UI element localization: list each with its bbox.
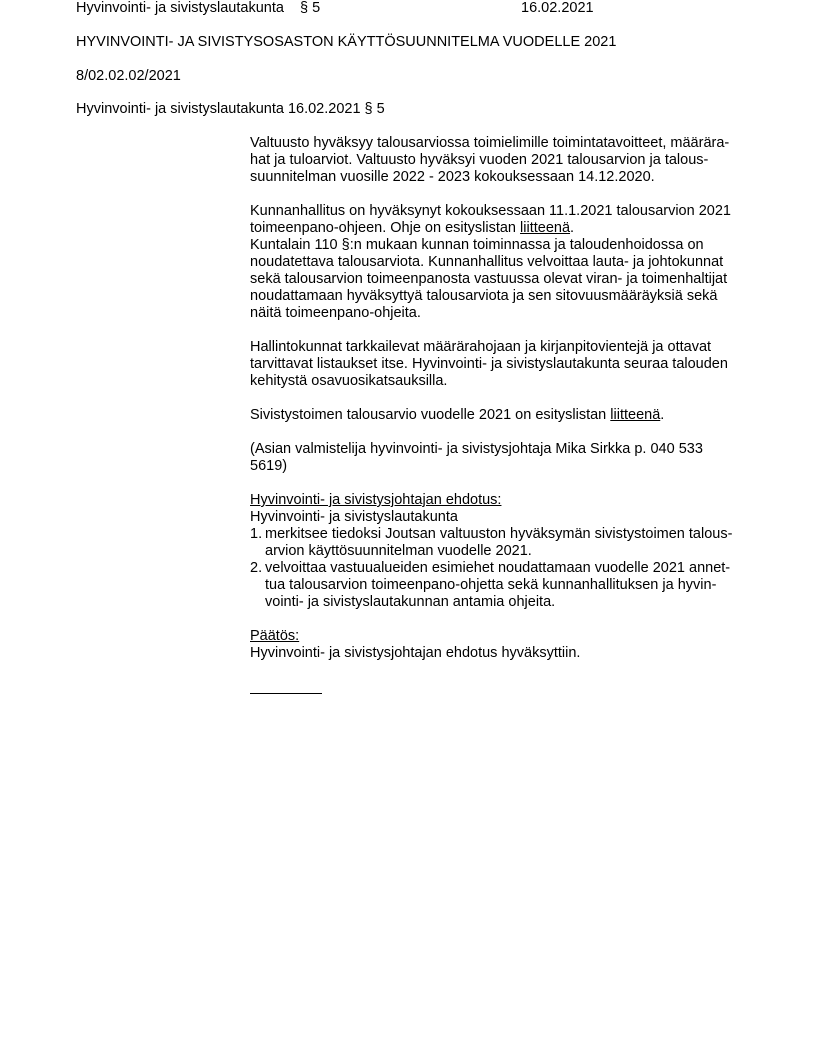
decision-section: [250, 628, 750, 662]
decision-text: Hyvinvointi- ja sivistysjohtajan ehdotus hyväksyttiin.: [250, 645, 581, 661]
paragraph-preparer: [250, 441, 750, 475]
text-line: arvion käyttösuunnitelman vuodelle 2021.: [265, 543, 532, 559]
text-line: tua talousarvion toimeenpano-ohjetta sekä kunnanhallituksen ja hyvin-: [265, 577, 717, 593]
text-line: merkitsee tiedoksi Joutsan valtuuston hyväksymän sivistystoimen talous-: [265, 526, 733, 542]
proposal-heading: Hyvinvointi- ja sivistysjohtajan ehdotus:: [250, 492, 502, 508]
text-segment: Sivistystoimen talousarvio vuodelle 2021 on esityslistan: [250, 407, 611, 423]
text-line: Valtuusto hyväksyy talousarviossa toimielimille toimintatavoitteet, määrära-: [250, 135, 730, 151]
decision-heading: Päätös:: [250, 628, 300, 644]
text-line: hat ja tuloarviot. Valtuusto hyväksyi vuoden 2021 talousarvion ja talous-: [250, 152, 709, 168]
text-line: vointi- ja sivistyslautakunnan antamia ohjeita.: [265, 594, 556, 610]
text-line: Kuntalain 110 §:n mukaan kunnan toiminnassa ja taloudenhoidossa on: [250, 237, 704, 253]
text-line: Kunnanhallitus on hyväksynyt kokouksessaan 11.1.2021 talousarvion 2021: [250, 203, 731, 219]
paragraph-education-budget: [250, 407, 750, 424]
proposal-subject: Hyvinvointi- ja sivistyslautakunta: [250, 509, 458, 525]
text-segment: .: [570, 220, 575, 236]
text-line: velvoittaa vastuualueiden esimiehet noudattamaan vuodelle 2021 annet-: [265, 560, 731, 576]
header-date: 16.02.2021: [521, 0, 594, 16]
signature-line: [250, 679, 322, 694]
header-body: Hyvinvointi- ja sivistyslautakunta § 5: [76, 0, 321, 16]
attachment-link[interactable]: liitteenä: [520, 220, 571, 236]
proposal-section: [250, 492, 750, 611]
list-number: 2.: [250, 560, 263, 576]
signature-line-container: [250, 679, 750, 699]
list-item: [250, 526, 750, 560]
text-line: näitä toimeenpano-ohjeita.: [250, 305, 421, 321]
text-line: [250, 220, 750, 237]
text-line: sekä talousarvion toimeenpanosta vastuussa olevat viran- ja toimenhaltijat: [250, 271, 728, 287]
document-title: HYVINVOINTI- JA SIVISTYSOSASTON KÄYTTÖSUUNNITELMA VUODELLE 2021: [76, 34, 617, 50]
text-line: tarvittavat listaukset itse. Hyvinvointi- ja sivistyslautakunta seuraa talouden: [250, 356, 728, 372]
reference-number: 8/02.02.02/2021: [76, 68, 181, 84]
text-line: (Asian valmistelija hyvinvointi- ja sivistysjohtaja Mika Sirkka p. 040 533: [250, 441, 703, 457]
paragraph-implementation-guide: [250, 203, 750, 322]
meeting-line: Hyvinvointi- ja sivistyslautakunta 16.02.2021 § 5: [76, 101, 385, 117]
text-segment: toimeenpano-ohjeen. Ohje on esityslistan: [250, 220, 521, 236]
document-body: [250, 135, 750, 716]
text-segment: .: [660, 407, 665, 423]
list-number: 1.: [250, 526, 263, 542]
paragraph-monitoring: [250, 339, 750, 390]
text-line: 5619): [250, 458, 288, 474]
text-line: Hallintokunnat tarkkailevat määrärahojaan ja kirjanpitovientejä ja ottavat: [250, 339, 712, 355]
list-item: [250, 560, 750, 611]
attachment-link[interactable]: liitteenä: [610, 407, 661, 423]
text-line: noudatettava talousarviota. Kunnanhallitus velvoittaa lauta- ja johtokunnat: [250, 254, 724, 270]
text-line: kehitystä osavuosikatsauksilla.: [250, 373, 448, 389]
paragraph-budget-approval: [250, 135, 750, 186]
text-line: [250, 407, 750, 424]
text-line: suunnitelman vuosille 2022 - 2023 kokouksessaan 14.12.2020.: [250, 169, 655, 185]
text-line: noudattamaan hyväksyttyä talousarviota ja sen sitovuusmääräyksiä sekä: [250, 288, 718, 304]
